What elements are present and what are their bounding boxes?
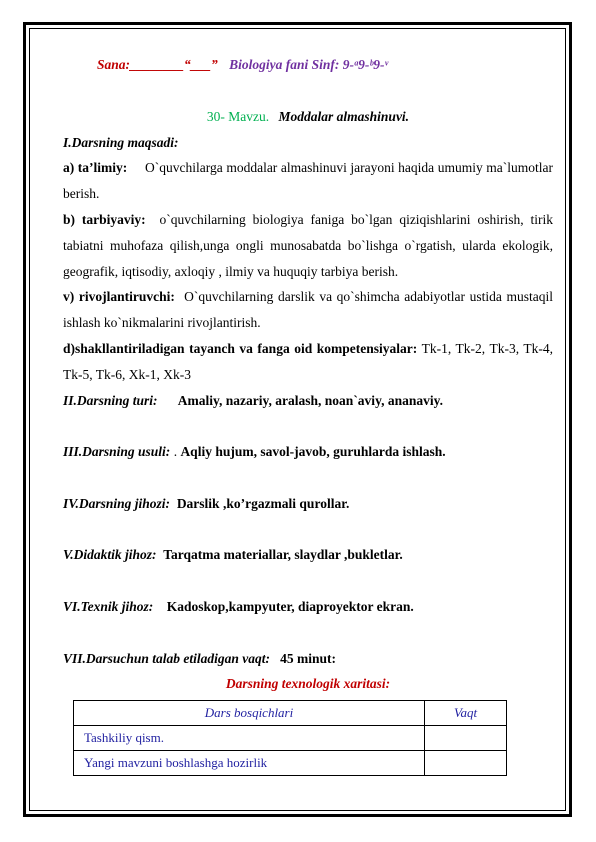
goals-heading: I.Darsning maqsadi:	[63, 134, 179, 150]
lesson-type-label: II.Darsning turi:	[63, 392, 158, 408]
goal-a	[63, 155, 553, 207]
lesson-method-dot: .	[173, 444, 178, 460]
table-row	[74, 751, 507, 776]
technical-equipment	[63, 594, 553, 620]
topic-title: Moddalar almashinuvi.	[278, 108, 410, 124]
lesson-duration-label: VII.Darsuchun talab etiladigan vaqt:	[63, 650, 271, 666]
didactic-equipment-label: V.Didaktik jihoz:	[63, 547, 157, 563]
lesson-method-value: Aqliy hujum, savol-javob, guruhlarda ishlash.	[180, 444, 446, 460]
goal-v	[63, 284, 553, 336]
didactic-equipment-value: Tarqatma materiallar, slaydlar ,bukletlar.	[163, 547, 403, 563]
goal-a-label: a) ta’limiy:	[63, 160, 128, 176]
goal-b-text: o`quvchilarning biologiya faniga bo`lgan qiziqishlarini oshirish, tirik tabiatni muhofaza qilish,unga ongli munosabatda bo`lishga o`rgatish, ularda ekologik, geografik, iqtisodiy, axloqiy , ilmiy va huquqiy tarbiya berish.	[63, 211, 553, 279]
tech-map-title: Darsning texnologik xaritasi:	[225, 676, 391, 692]
didactic-equipment	[63, 542, 553, 568]
table-header-row	[74, 701, 507, 726]
lesson-duration-value: 45 minut:	[280, 650, 337, 666]
table-cell-stage: Yangi mavzuni boshlashga hozirlik	[74, 751, 425, 776]
lesson-duration	[63, 646, 553, 672]
table-cell-time	[425, 751, 507, 776]
lesson-method-label: III.Darsning usuli:	[63, 444, 171, 460]
goal-a-text: O`quvchilarga moddalar almashinuvi jarayoni haqida umumiy ma`lumotlar berish.	[63, 160, 553, 202]
topic-heading	[63, 104, 553, 130]
lesson-method	[63, 439, 553, 465]
lesson-equipment-value: Darslik ,ko’rgazmali qurollar.	[176, 495, 350, 511]
goal-b	[63, 207, 553, 284]
table-row	[74, 726, 507, 751]
goal-d	[63, 336, 553, 388]
date-field: Sana:________“___”	[97, 57, 218, 72]
subject-class: Biologiya fani Sinf: 9-ᵃ9-ᵇ9-ᵛ	[229, 57, 388, 72]
lesson-type-value: Amaliy, nazariy, aralash, noan`aviy, ananaviy.	[177, 392, 443, 408]
goal-b-label: b) tarbiyaviy:	[63, 211, 146, 227]
lesson-equipment	[63, 491, 553, 517]
technical-equipment-value: Kadoskop,kampyuter, diaproyektor ekran.	[166, 598, 414, 614]
table-cell-stage: Tashkiliy qism.	[74, 726, 425, 751]
goal-d-text: Tk-1, Tk-2, Tk-3, Tk-4, Tk-5, Tk-6, Xk-1, Xk-3	[63, 340, 553, 382]
technical-equipment-label: VI.Texnik jihoz:	[63, 598, 154, 614]
goal-v-label: v) rivojlantiruvchi:	[63, 289, 175, 305]
goal-v-text: O`quvchilarning darslik va qo`shimcha adabiyotlar ustida mustaqil ishlash ko`nikmalarini rivojlantirish.	[63, 289, 553, 331]
document-body	[63, 52, 553, 697]
header-line	[63, 52, 553, 78]
lesson-type	[63, 388, 553, 414]
tech-map-table	[73, 700, 507, 776]
table-header-stages: Dars bosqichlari	[74, 701, 425, 726]
lesson-equipment-label: IV.Darsning jihozi:	[63, 495, 171, 511]
goal-d-label: d)shakllantiriladigan tayanch va fanga oid kompetensiyalar:	[63, 340, 418, 356]
topic-number: 30- Mavzu.	[206, 108, 270, 124]
table-cell-time	[425, 726, 507, 751]
table-header-time: Vaqt	[425, 701, 507, 726]
